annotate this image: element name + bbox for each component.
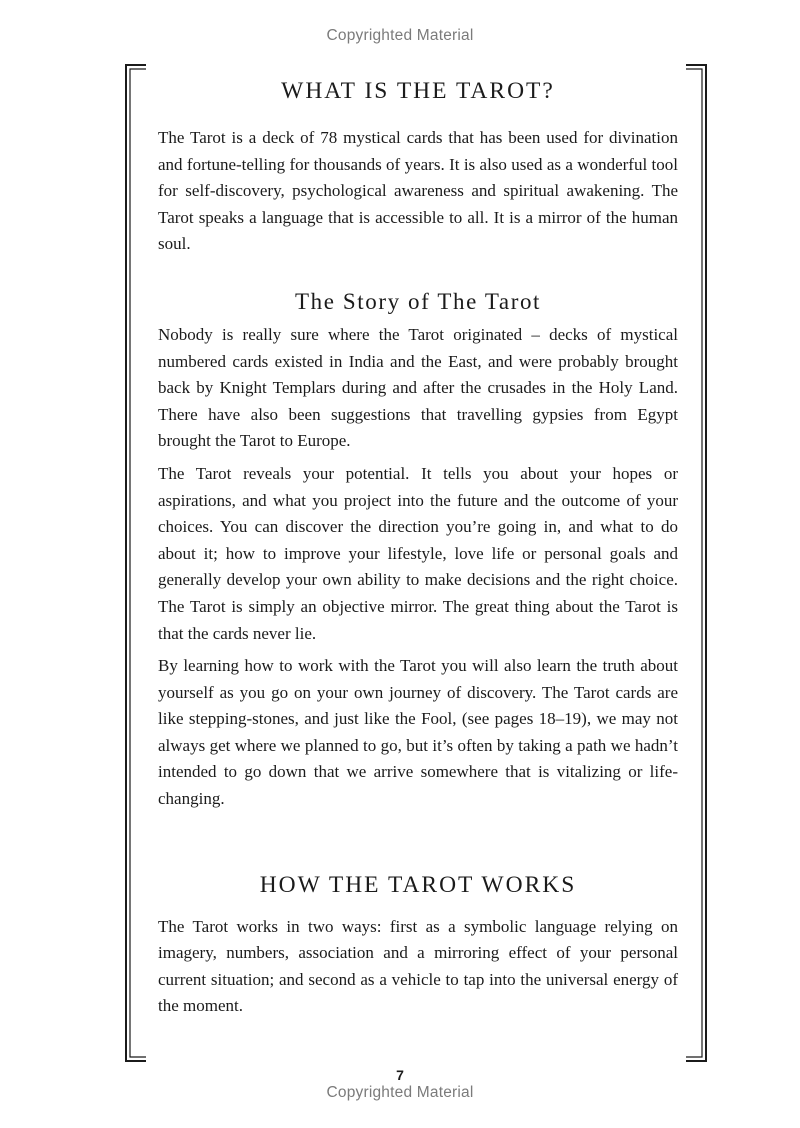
page-content [158,78,678,1020]
subtitle-story-of-the-tarot: The Story of The Tarot [294,288,542,314]
paragraph-what-is: The Tarot is a deck of 78 mystical cards that has been used for divination and fortune-telling for thousands of years. It is also used as a wonderful tool for self-discovery, psychological awareness and spiritual awakening. The Tarot speaks a language that is accessible to all. It is a mirror of the human soul. [158,128,678,254]
section-title-what-is-the-tarot: WHAT IS THE TAROT? [281,78,555,104]
paragraph-story-3: By learning how to work with the Tarot you will also learn the truth about yourself as you go on your own journey of discovery. The Tarot cards are like stepping-stones, and just like the Fool, (see pages 18–19), we may not always get where we planned to go, but it’s often by taking a path we hadn’t intended to go down that we arrive somewhere that is vitalizing or life-changing. [158,656,678,809]
right-frame-bracket [686,64,708,1062]
copyright-watermark-bottom: Copyrighted Material [326,1084,474,1101]
paragraph-story-2: The Tarot reveals your potential. It tells you about your hopes or aspirations, and what you project into the future and the outcome of your choices. You can discover the direction you’re going in, and what to do about it; how to improve your lifestyle, love life or personal goals and generally develop your own ability to make decisions and the right choice. The Tarot is simply an objective mirror. The great thing about the Tarot is that the cards never lie. [158,463,678,643]
left-frame-bracket [124,64,146,1062]
copyright-watermark-top: Copyrighted Material [326,27,474,44]
paragraph-story-1: Nobody is really sure where the Tarot originated – decks of mystical numbered cards existed in India and the East, and were probably brought back by Knight Templars during and after the crusades in the Holy Land. There have also been suggestions that travelling gypsies from Egypt brought the Tarot to Europe. [158,324,678,451]
paragraph-how-works: The Tarot works in two ways: first as a symbolic language relying on imagery, numbers, association and a mirroring effect of your personal current situation; and second as a vehicle to tap into the universal energy of the moment. [158,916,678,1016]
page-number: 7 [396,1067,404,1083]
section-title-how-the-tarot-works: HOW THE TAROT WORKS [259,871,577,898]
